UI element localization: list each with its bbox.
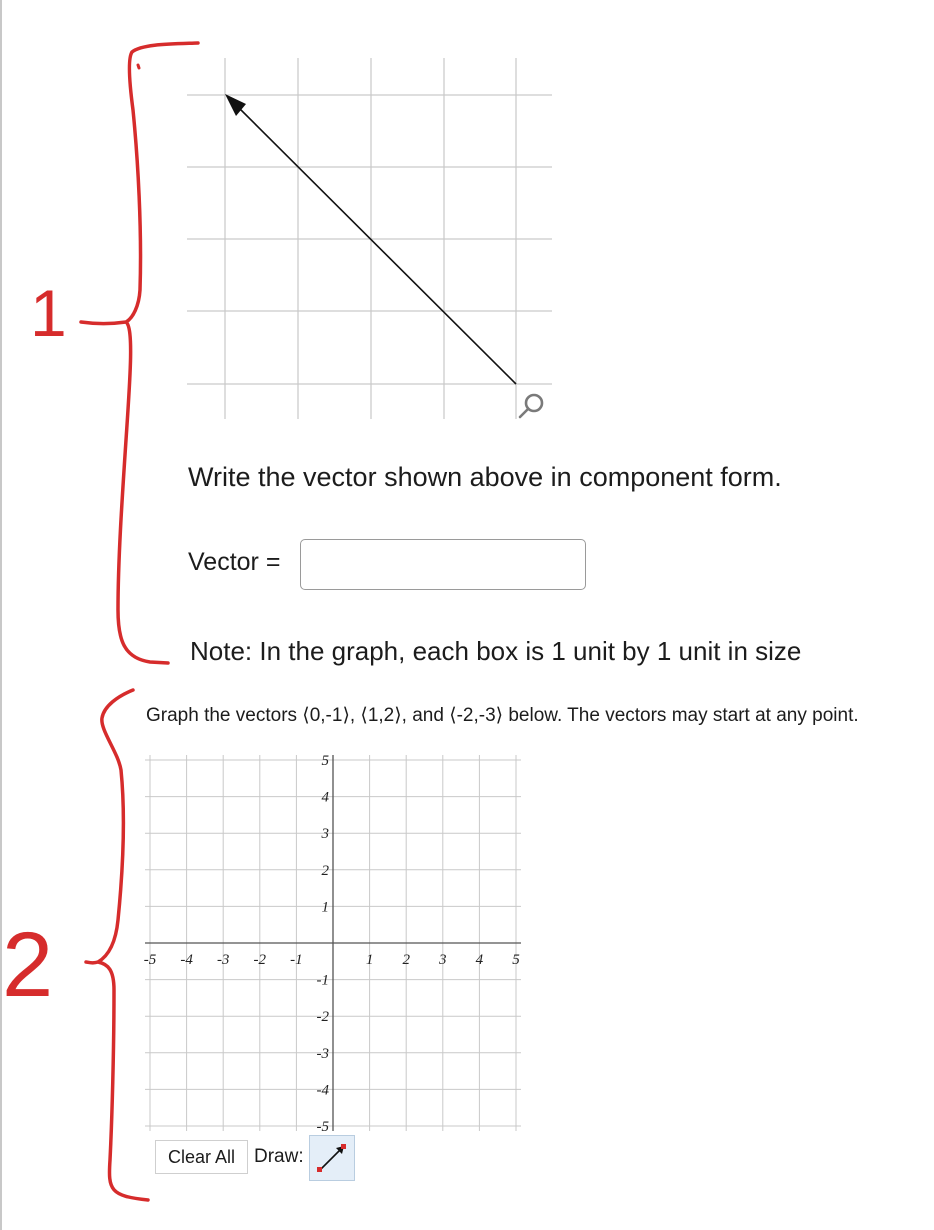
x-tick-label: 4: [475, 952, 484, 968]
y-tick-label: 4: [321, 789, 329, 806]
x-tick-label: -1: [290, 952, 303, 968]
clear-all-button[interactable]: Clear All: [155, 1140, 248, 1174]
note-text: Note: In the graph, each box is 1 unit by 1 unit in size: [190, 636, 802, 666]
x-tick-label: 1: [365, 952, 374, 968]
y-tick-label: -5: [316, 1119, 329, 1135]
annotation-label-1: 1: [30, 276, 67, 350]
y-tick-label: 1: [321, 899, 329, 916]
y-tick-label: 3: [321, 826, 329, 843]
y-tick-label: -1: [316, 972, 329, 989]
brace-1: [81, 43, 198, 663]
x-tick-label: -4: [180, 952, 193, 968]
question2-prompt: Graph the vectors ⟨0,-1⟩, ⟨1,2⟩, and ⟨-2,-3⟩ below. The vectors may start at any point.: [146, 705, 859, 726]
draw-label: Draw:: [254, 1146, 304, 1167]
y-tick-label: 5: [321, 753, 329, 769]
x-tick-label: -3: [216, 952, 230, 968]
question1-prompt: Write the vector shown above in component form.: [188, 462, 782, 492]
y-tick-label: -3: [316, 1045, 329, 1062]
annotation-label-2: 2: [2, 914, 54, 1016]
y-tick-label: 2: [321, 862, 329, 879]
x-tick-label: -5: [143, 952, 157, 968]
x-tick-label: 3: [439, 952, 447, 968]
brace-2: [86, 690, 148, 1200]
y-tick-label: -2: [316, 1009, 329, 1026]
vector-label: Vector =: [188, 548, 281, 576]
y-tick-label: -4: [316, 1082, 329, 1099]
x-tick-label: -2: [253, 952, 267, 968]
x-tick-label: 2: [402, 952, 410, 968]
x-tick-label: 5: [512, 952, 520, 968]
